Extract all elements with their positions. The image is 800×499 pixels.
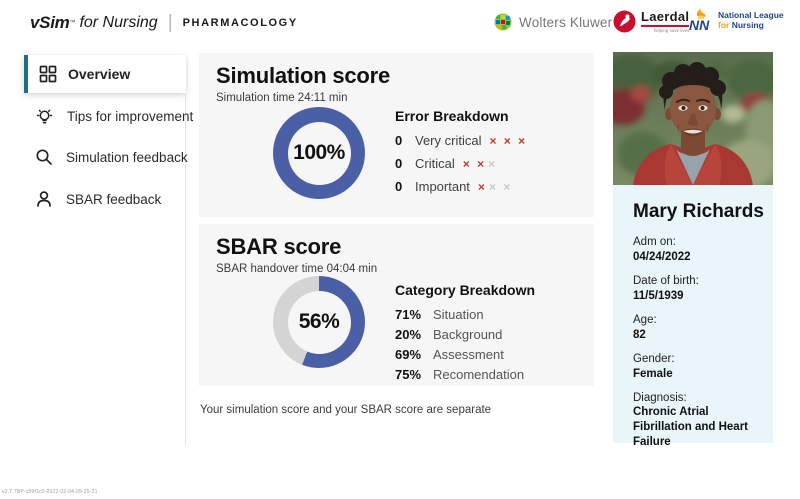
sidebar-item-overview[interactable] bbox=[24, 55, 186, 93]
field-label: Diagnosis: bbox=[633, 391, 687, 404]
sidebar-item-label: Tips for improvement bbox=[67, 108, 194, 124]
grid-icon bbox=[39, 65, 57, 83]
patient-field-diagnosis bbox=[633, 391, 767, 451]
sidebar-item-sbar-feedback[interactable] bbox=[35, 186, 161, 212]
field-label: Adm on: bbox=[633, 236, 676, 248]
error-count: 0 bbox=[395, 156, 403, 171]
nln-label-line2 bbox=[718, 21, 784, 31]
sidebar-item-label: Overview bbox=[68, 66, 131, 82]
category-label: Background bbox=[433, 327, 503, 342]
nln-label-line1: National League bbox=[718, 10, 784, 21]
error-breakdown-title: Error Breakdown bbox=[395, 108, 509, 124]
field-value: 11/5/1939 bbox=[633, 289, 684, 302]
field-value: Female bbox=[633, 367, 673, 380]
error-row bbox=[395, 179, 529, 194]
error-marks-red: × bbox=[477, 179, 487, 194]
for-nursing-wordmark: for Nursing bbox=[79, 14, 158, 31]
field-label: Date of birth: bbox=[633, 274, 699, 287]
category-row bbox=[395, 327, 535, 342]
nln-icon bbox=[688, 9, 714, 33]
simulation-time: Simulation time 24:11 min bbox=[216, 92, 348, 104]
error-label: Very critical bbox=[415, 133, 482, 148]
category-breakdown bbox=[395, 282, 535, 387]
product-name: PHARMACOLOGY bbox=[182, 17, 298, 29]
lightbulb-icon bbox=[35, 107, 54, 126]
error-label: Critical bbox=[415, 156, 455, 171]
wolters-kluwer-icon bbox=[494, 13, 512, 31]
app-version: v2.7.7BP-c59f1c0-2022-02-04-09-25-21 bbox=[2, 489, 98, 495]
wolters-kluwer-logo bbox=[494, 13, 612, 31]
scores-separate-note: Your simulation score and your SBAR score are separate bbox=[200, 404, 492, 416]
field-value: 82 bbox=[633, 328, 646, 341]
field-label: Gender: bbox=[633, 352, 675, 365]
field-value: 04/24/2022 bbox=[633, 250, 691, 263]
patient-info-panel bbox=[613, 185, 773, 449]
laerdal-logo bbox=[613, 9, 689, 33]
error-count: 0 bbox=[395, 133, 403, 148]
patient-name: Mary Richards bbox=[633, 201, 764, 222]
error-row bbox=[395, 156, 529, 171]
category-row bbox=[395, 307, 535, 322]
sidebar-item-label: SBAR feedback bbox=[66, 191, 162, 207]
error-row bbox=[395, 133, 529, 148]
category-label: Assessment bbox=[433, 347, 504, 362]
nln-nursing: Nursing bbox=[731, 20, 764, 30]
error-breakdown bbox=[395, 108, 529, 202]
person-icon bbox=[35, 190, 53, 208]
trademark-symbol: ™ bbox=[69, 20, 76, 26]
patient-field-gender bbox=[633, 352, 767, 382]
field-value: Chronic Atrial Fibrillation and Heart Failure bbox=[633, 406, 749, 449]
sbar-handover-time: SBAR handover time 04:04 min bbox=[216, 263, 378, 275]
error-label: Important bbox=[415, 179, 470, 194]
category-percent: 71% bbox=[395, 307, 422, 322]
sidebar-item-tips[interactable] bbox=[35, 103, 193, 129]
category-percent: 75% bbox=[395, 367, 422, 382]
simulation-score-donut bbox=[273, 107, 365, 199]
laerdal-label: Laerdal bbox=[641, 9, 689, 27]
category-label: Situation bbox=[433, 307, 484, 322]
error-marks-red: × × bbox=[462, 156, 487, 171]
vsim-wordmark: vSim bbox=[30, 13, 70, 32]
simulation-score-card bbox=[199, 53, 594, 217]
error-count: 0 bbox=[395, 179, 403, 194]
category-row bbox=[395, 347, 535, 362]
sbar-score-value: 56% bbox=[288, 291, 351, 354]
simulation-score-value: 100% bbox=[288, 122, 351, 185]
patient-field-age bbox=[633, 313, 767, 343]
sbar-score-card bbox=[199, 224, 594, 386]
field-label: Age: bbox=[633, 313, 657, 326]
error-marks-gray: × bbox=[488, 156, 498, 171]
sbar-score-title: SBAR score bbox=[216, 234, 342, 259]
patient-field-dob bbox=[633, 274, 767, 304]
category-percent: 69% bbox=[395, 347, 422, 362]
svg-text:NN: NN bbox=[689, 17, 710, 33]
sidebar-item-label: Simulation feedback bbox=[66, 149, 188, 165]
category-label: Recomendation bbox=[433, 367, 525, 382]
category-percent: 20% bbox=[395, 327, 422, 342]
vsim-logo bbox=[30, 12, 298, 34]
app-header bbox=[0, 0, 800, 45]
laerdal-tagline: helping save lives bbox=[653, 28, 690, 33]
patient-field-admission bbox=[633, 235, 767, 265]
wolters-kluwer-label: Wolters Kluwer bbox=[519, 14, 613, 30]
sidebar-item-simulation-feedback[interactable] bbox=[35, 144, 188, 170]
sbar-score-donut bbox=[273, 276, 365, 368]
patient-avatar bbox=[613, 52, 773, 185]
simulation-score-title: Simulation score bbox=[216, 63, 391, 88]
brand-divider: | bbox=[167, 12, 173, 33]
laerdal-icon bbox=[613, 10, 636, 33]
error-marks-red: × × × bbox=[489, 133, 528, 148]
nln-logo bbox=[688, 9, 784, 33]
category-breakdown-title: Category Breakdown bbox=[395, 282, 536, 298]
search-icon bbox=[35, 148, 53, 166]
error-marks-gray: × × bbox=[488, 179, 513, 194]
nln-for: for bbox=[718, 20, 732, 30]
category-row bbox=[395, 367, 535, 382]
